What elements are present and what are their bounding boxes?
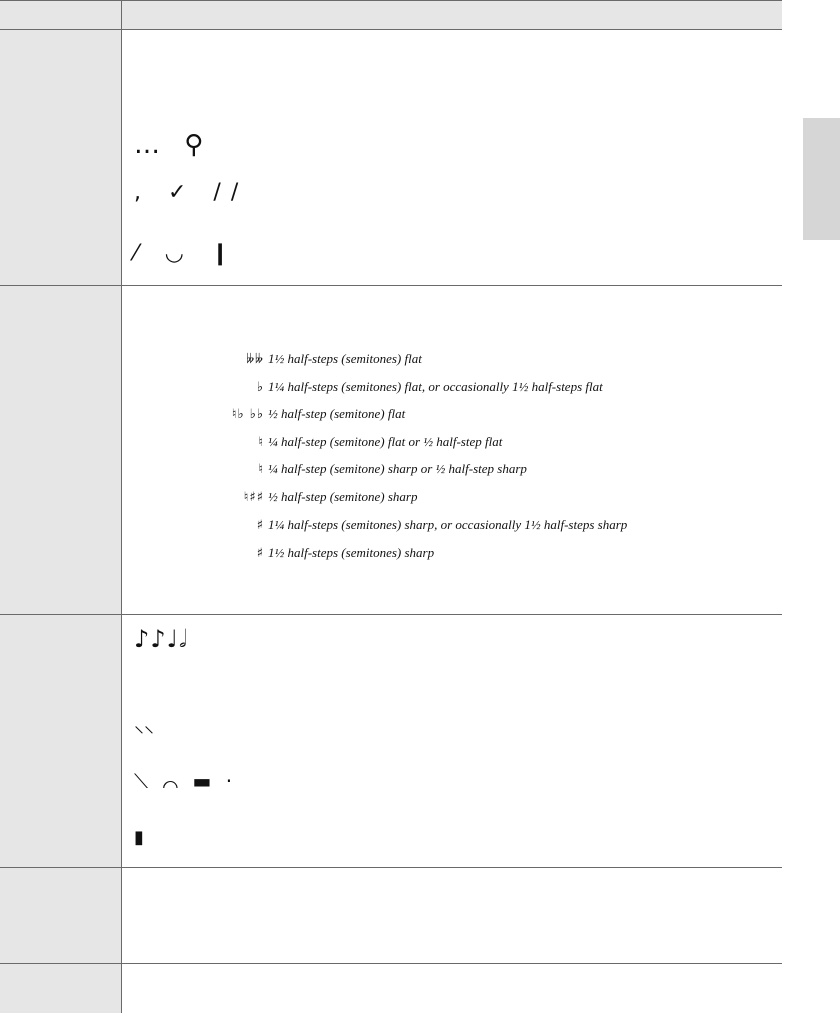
note-values: ♪♪♩𝅗𝅥 (134, 625, 188, 653)
row-label-cell (0, 868, 122, 964)
accidental-text: 1¼ half-steps (semitones) sharp, or occasionally 1½ half-steps sharp (268, 517, 628, 532)
accidental-text: ¼ half-step (semitone) sharp or ½ half-step sharp (268, 461, 527, 476)
table-row (0, 30, 782, 286)
row-label-cell (0, 964, 122, 1013)
row-content-cell (122, 615, 783, 868)
symbols-line: ▮ (134, 827, 144, 848)
accidental-line (222, 486, 417, 508)
table-row (0, 964, 782, 1013)
accidental-text: ½ half-step (semitone) flat (268, 406, 406, 421)
accidental-glyph: ♮♭ ♭♭ (231, 407, 264, 422)
accidental-text: 1½ half-steps (semitones) flat (268, 351, 422, 366)
table-header-row (0, 1, 782, 30)
header-cell-2 (122, 1, 783, 30)
accidental-glyph: ♭ (256, 380, 264, 395)
accidental-line (222, 376, 603, 398)
accidental-line (222, 403, 405, 425)
symbols-line: , ✓ // (134, 180, 249, 205)
accidental-glyph: ♮♯♯ (243, 490, 264, 505)
accidental-glyph: ♯ (256, 546, 264, 561)
header-cell-1 (0, 1, 122, 30)
symbols-line: ⸜⸜ (134, 713, 154, 737)
accidental-glyph: 𝄫𝄫 (246, 352, 264, 367)
chapter-thumb-tab (803, 118, 840, 240)
accidental-glyph: ♮ (258, 462, 264, 477)
row-content-cell (122, 286, 783, 615)
table-row (0, 615, 782, 868)
row-label-cell (0, 615, 122, 868)
accidental-glyph: ♮ (258, 435, 264, 450)
row-content-cell (122, 964, 783, 1013)
accidental-text: ½ half-step (semitone) sharp (268, 489, 418, 504)
accidental-line (222, 514, 627, 536)
row-content-cell (122, 30, 783, 286)
row-label-cell (0, 30, 122, 286)
symbols-line: ⟍ ⌒ ▬ · (134, 769, 237, 793)
symbols-line: … ⚲ (134, 130, 212, 160)
row-label-cell (0, 286, 122, 615)
table-row (0, 868, 782, 964)
accidental-line (222, 431, 502, 453)
row-content-cell (122, 868, 783, 964)
accidental-text: ¼ half-step (semitone) flat or ½ half-step flat (268, 434, 503, 449)
accidental-text: 1½ half-steps (semitones) sharp (268, 545, 435, 560)
accidental-line (222, 542, 434, 564)
symbols-line: ⁄ ◡ ❙ (134, 241, 240, 266)
accidental-line (222, 348, 422, 370)
accidental-text: 1¼ half-steps (semitones) flat, or occasionally 1½ half-steps flat (268, 379, 603, 394)
table-row (0, 286, 782, 615)
accidental-line (222, 458, 527, 480)
accidental-glyph: ♯ (256, 518, 264, 533)
